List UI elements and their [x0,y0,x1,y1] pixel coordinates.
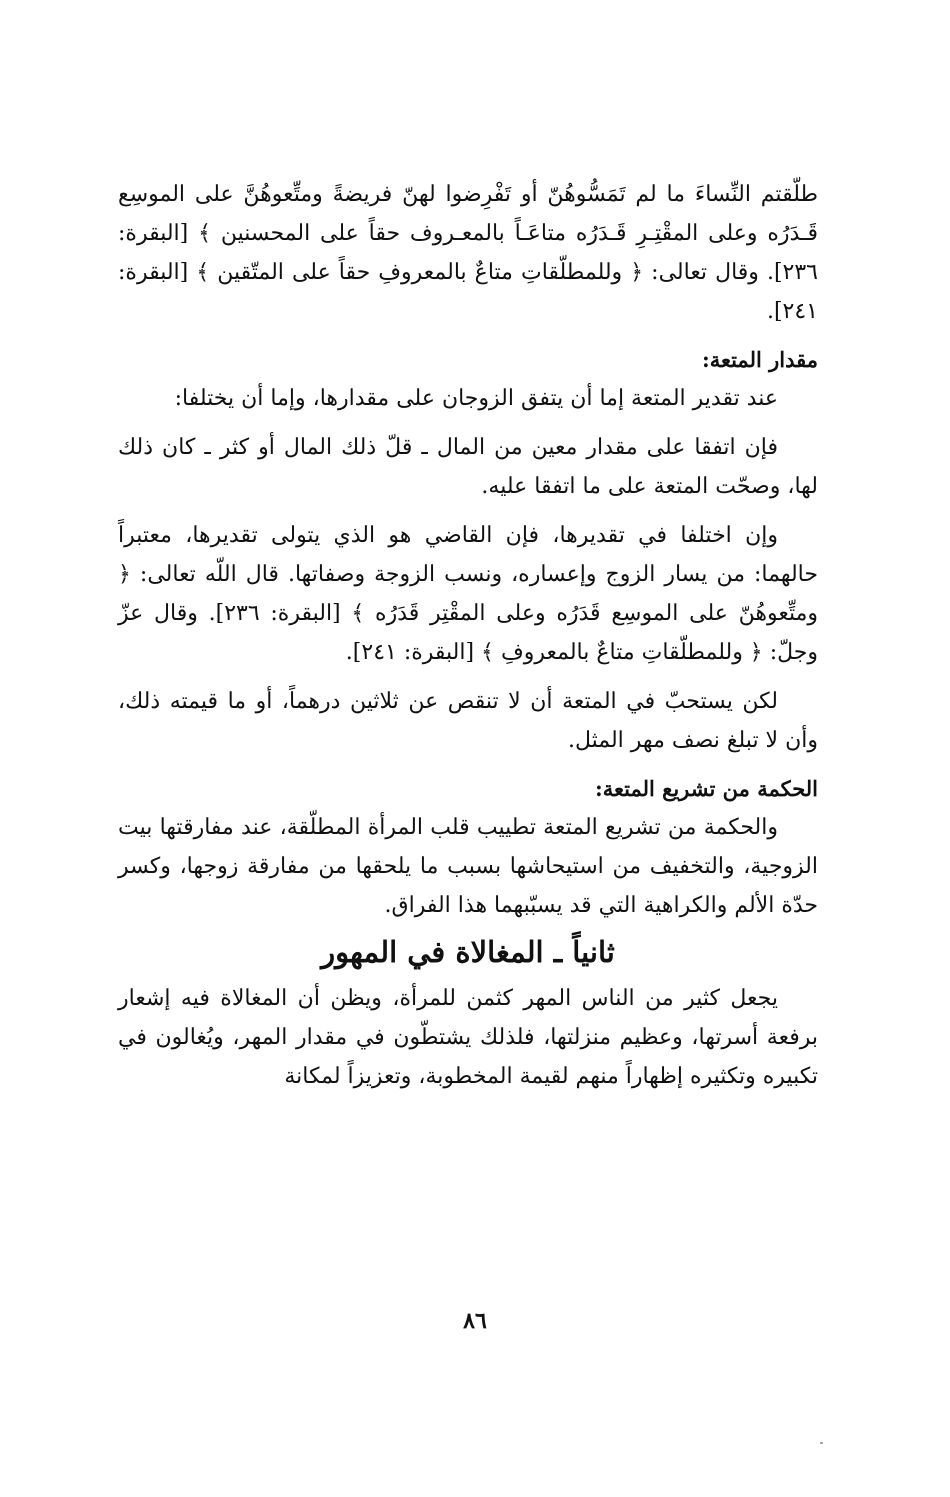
section-title: ثانياً ـ المغالاة في المهور [321,935,615,969]
quran-quote-paragraph: طلّقتم النِّساءَ ما لم تَمَسُّوهُنّ أو تَفْرِضوا لهنّ فريضةً ومتِّعوهُنَّ على الموسِع قَـدَرُه وعلى المقْتِـرِ قَـدَرُه متاعَـاً بالمعـروف حقاً على المحسنين ﴾ [البقرة: ٢٣٦]. وقال تعالى: ﴿ وللمطلّقاتِ متاعٌ بالمعروفِ حقاً على المتّقين ﴾ [البقرة: ٢٤١]. [118,182,818,324]
paragraph-disagreement: وإن اختلفا في تقديرها، فإن القاضي هو الذي يتولى تقديرها، معتبراً حالهما: من يسار الزوج وإعساره، ونسب الزوجة وصفاتها. قال اللّه تعالى: ﴿ ومتِّعوهُنّ على الموسِع قَدَرُه وعلى المقْتِر قَدَرُه ﴾ [البقرة: ٢٣٦]. وقال عزّ وجلّ: ﴿ وللمطلّقاتِ متاعٌ بالمعروفِ ﴾ [البقرة: ٢٤١]. [118,523,818,665]
paragraph-recommended-amount: لكن يستحبّ في المتعة أن لا تنقص عن ثلاثين درهماً، أو ما قيمته ذلك، وأن لا تبلغ نصف مهر المثل. [118,689,818,753]
book-page-text [118,175,818,1096]
paragraph-agreement: فإن اتفقا على مقدار معين من المال ـ قلّ ذلك المال أو كثر ـ كان ذلك لها، وصحّت المتعة على ما اتفقا عليه. [118,435,818,499]
paragraph-estimation: عند تقدير المتعة إما أن يتفق الزوجان على مقدارها، وإما أن يختلفا: [174,386,778,411]
scan-speck [820,1442,823,1444]
heading-mut-a-amount: مقدار المتعة: [701,347,818,372]
heading-wisdom: الحكمة من تشريع المتعة: [595,776,818,801]
paragraph-excessive-dowry: يجعل كثير من الناس المهر كثمن للمرأة، ويظن أن المغالاة فيه إشعار برفعة أسرتها، وعظيم منزلتها، فلذلك يشتطّون في مقدار المهر، ويُغالون في تكبيره وتكثيره إظهاراً منهم لقيمة المخطوبة، وتعزيزاً لمكانة [118,986,818,1089]
page-number: ٨٦ [463,1308,487,1334]
paragraph-wisdom: والحكمة من تشريع المتعة تطييب قلب المرأة المطلّقة، عند مفارقتها بيت الزوجية، والتخفيف من استيحاشها بسبب ما يلحقها من مفارقة زوجها، وكسر حدّة الألم والكراهية التي قد يسبّبهما هذا الفراق. [118,815,818,918]
